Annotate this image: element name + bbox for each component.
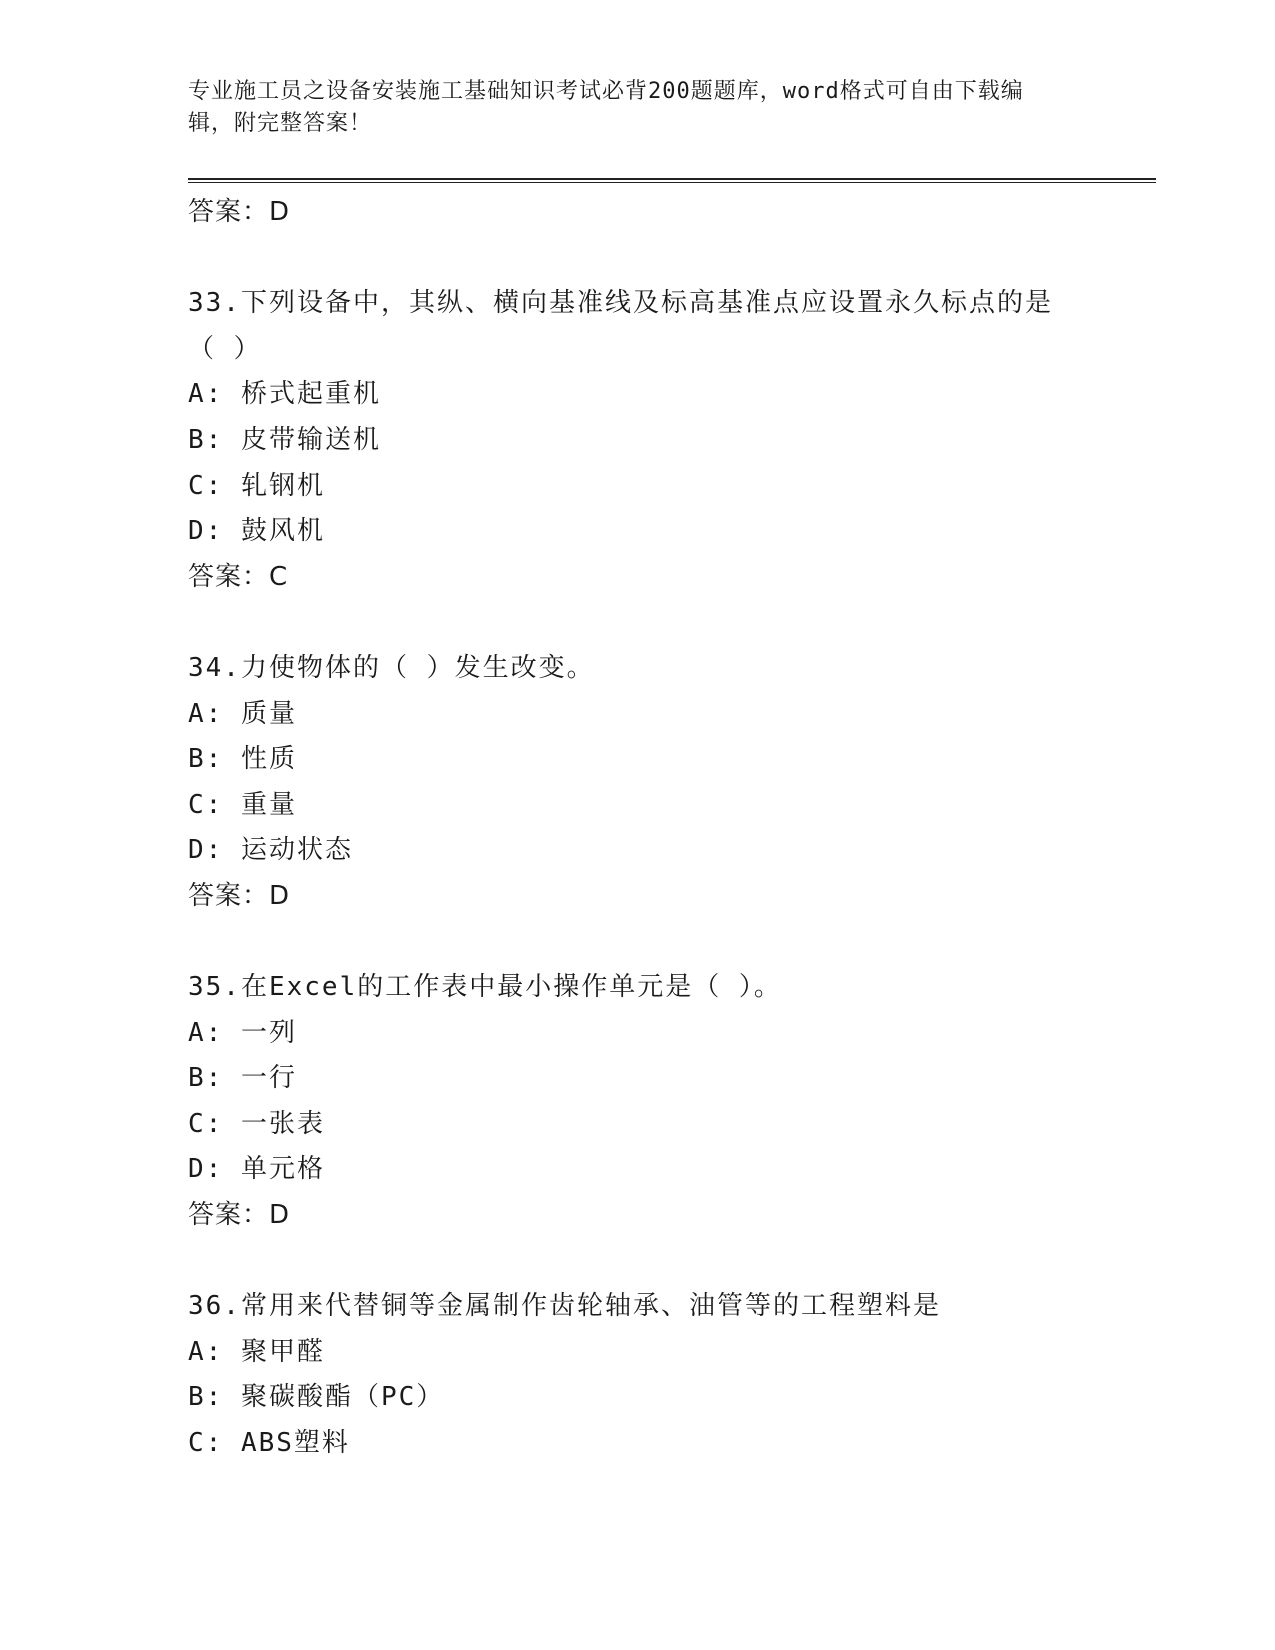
question-block [188, 646, 1148, 920]
question-stem: 36.常用来代替铜等金属制作齿轮轴承、油管等的工程塑料是 [188, 1291, 941, 1322]
option-c: C: 轧钢机 [188, 470, 325, 501]
option-b: B: 一行 [188, 1063, 297, 1094]
answer-line: 答案：D [188, 197, 291, 227]
option-a: A: 质量 [188, 698, 297, 729]
option-b: B: 皮带输送机 [188, 424, 381, 455]
answer-line: 答案：D [188, 880, 291, 911]
option-d: D: 单元格 [188, 1154, 325, 1185]
answer-line: 答案：C [188, 561, 289, 592]
divider-thick-line [188, 178, 1156, 180]
question-stem: 34.力使物体的（ ）发生改变。 [188, 652, 595, 683]
answer-line: 答案：D [188, 1200, 291, 1231]
option-c: C: 一张表 [188, 1108, 325, 1139]
question-stem: 33.下列设备中，其纵、横向基准线及标高基准点应设置永久标点的是 [188, 288, 1053, 319]
option-d: D: 鼓风机 [188, 516, 325, 547]
question-block [188, 281, 1148, 600]
option-a: A: 聚甲醛 [188, 1336, 325, 1367]
header-divider [188, 178, 1156, 185]
option-d: D: 运动状态 [188, 835, 353, 866]
option-a: A: 桥式起重机 [188, 379, 381, 410]
divider-thin-line [188, 182, 1156, 183]
option-a: A: 一列 [188, 1017, 297, 1048]
option-c: C: ABS塑料 [188, 1428, 350, 1459]
document-page [188, 0, 1148, 1650]
page-header: 专业施工员之设备安装施工基础知识考试必背200题题库，word格式可自由下载编辑，附完整答案！ [188, 79, 1024, 136]
question-block [188, 965, 1148, 1239]
option-b: B: 性质 [188, 744, 297, 775]
option-c: C: 重量 [188, 789, 297, 820]
question-block [188, 1284, 1148, 1466]
option-b: B: 聚碳酸酯（PC） [188, 1382, 445, 1413]
question-stem-continued: （ ） [188, 333, 262, 364]
question-stem: 35.在Excel的工作表中最小操作单元是（ ）。 [188, 972, 782, 1003]
question-list [188, 190, 1148, 1467]
